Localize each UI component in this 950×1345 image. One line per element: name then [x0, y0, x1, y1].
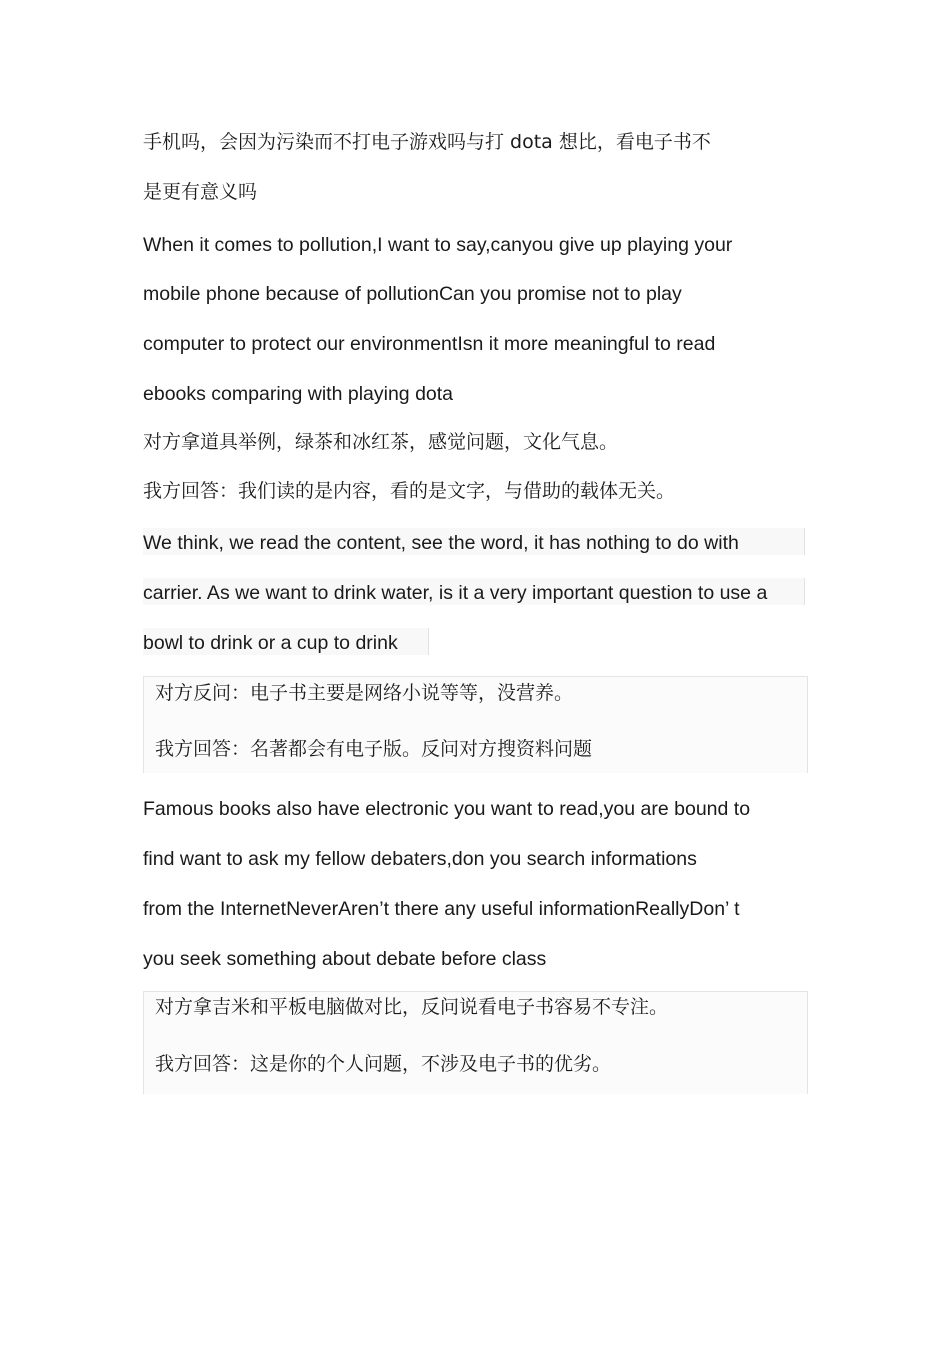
quote-box-1-answer: 我方回答：名著都会有电子版。反问对方搜资料问题: [155, 738, 593, 760]
text-line-10: carrier. As we want to drink water, is it a very important question to use a: [143, 582, 768, 604]
text-line-5: computer to protect our environmentIsn it more meaningful to read: [143, 333, 716, 355]
text-line-13: find want to ask my fellow debaters,don you search informations: [143, 848, 697, 870]
text-line-9: We think, we read the content, see the word, it has nothing to do with: [143, 532, 739, 554]
text-line-1: 手机吗，会因为污染而不打电子游戏吗与打 dota 想比，看电子书不: [143, 131, 711, 153]
text-line-2: 是更有意义吗: [143, 181, 258, 203]
text-line-4: mobile phone because of pollutionCan you promise not to play: [143, 283, 682, 305]
text-line-14: from the InternetNeverAren’t there any useful informationReallyDon’ t: [143, 898, 740, 920]
quote-box-1: [143, 676, 808, 773]
quote-box-1-question: 对方反问：电子书主要是网络小说等等，没营养。: [155, 682, 574, 704]
text-line-11: bowl to drink or a cup to drink: [143, 632, 398, 654]
text-line-6: ebooks comparing with playing dota: [143, 383, 454, 405]
text-line-7: 对方拿道具举例，绿茶和冰红茶，感觉问题，文化气息。: [143, 431, 619, 453]
text-line-3: When it comes to pollution,I want to say,canyou give up playing your: [143, 234, 733, 256]
quote-box-2-question: 对方拿吉米和平板电脑做对比，反问说看电子书容易不专注。: [155, 996, 669, 1018]
quote-box-2: [143, 991, 808, 1094]
text-line-15: you seek something about debate before class: [143, 948, 547, 970]
text-line-12: Famous books also have electronic you want to read,you are bound to: [143, 798, 751, 820]
quote-box-2-answer: 我方回答：这是你的个人问题，不涉及电子书的优劣。: [155, 1053, 612, 1075]
text-line-8: 我方回答：我们读的是内容，看的是文字，与借助的载体无关。: [143, 480, 676, 502]
